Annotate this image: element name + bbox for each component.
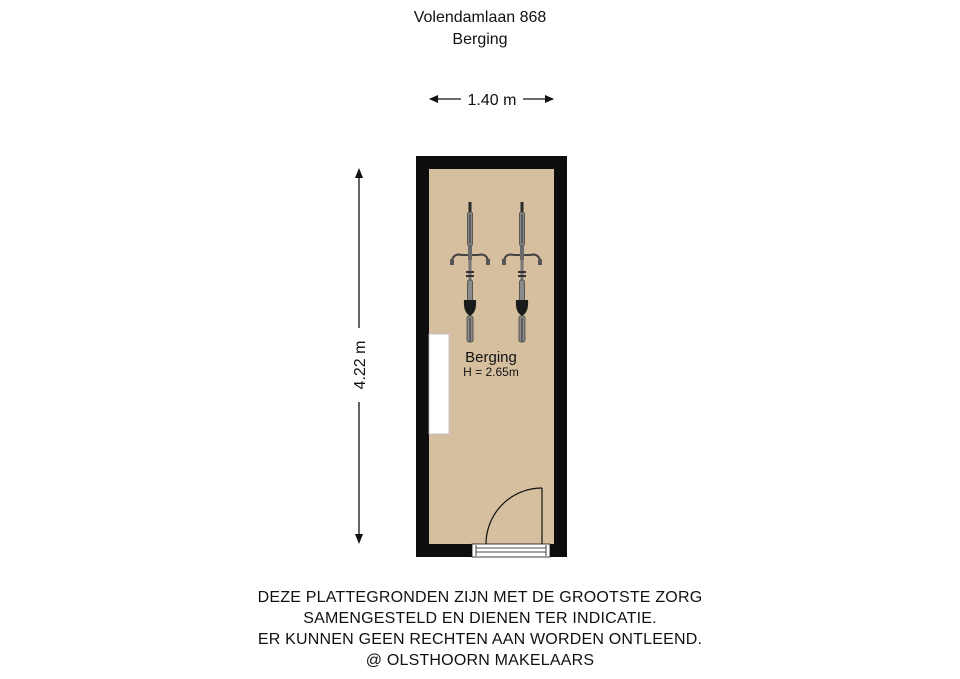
window-icon <box>472 544 550 557</box>
width-label: 1.40 m <box>467 92 517 109</box>
disclaimer-line: SAMENGESTELD EN DIENEN TER INDICATIE. <box>303 610 657 627</box>
room-name: Berging <box>465 349 517 366</box>
arrow-up-icon <box>355 168 363 178</box>
plan-subtitle: Berging <box>452 31 508 48</box>
wall-fixture <box>429 334 449 434</box>
disclaimer <box>0 587 960 671</box>
width-dimension <box>429 92 554 109</box>
disclaimer-line: ER KUNNEN GEEN RECHTEN AAN WORDEN ONTLEEND. <box>257 631 703 648</box>
disclaimer-line: @ OLSTHOORN MAKELAARS <box>365 652 595 669</box>
disclaimer-line: DEZE PLATTEGRONDEN ZIJN MET DE GROOTSTE ZORG <box>257 589 703 606</box>
room-height: H = 2.65m <box>463 365 519 379</box>
plan-address: Volendamlaan 868 <box>413 9 547 26</box>
length-label: 4.22 m <box>352 340 369 390</box>
arrow-right-icon <box>545 95 554 103</box>
length-dimension <box>352 168 369 544</box>
arrow-down-icon <box>355 534 363 544</box>
arrow-left-icon <box>429 95 438 103</box>
